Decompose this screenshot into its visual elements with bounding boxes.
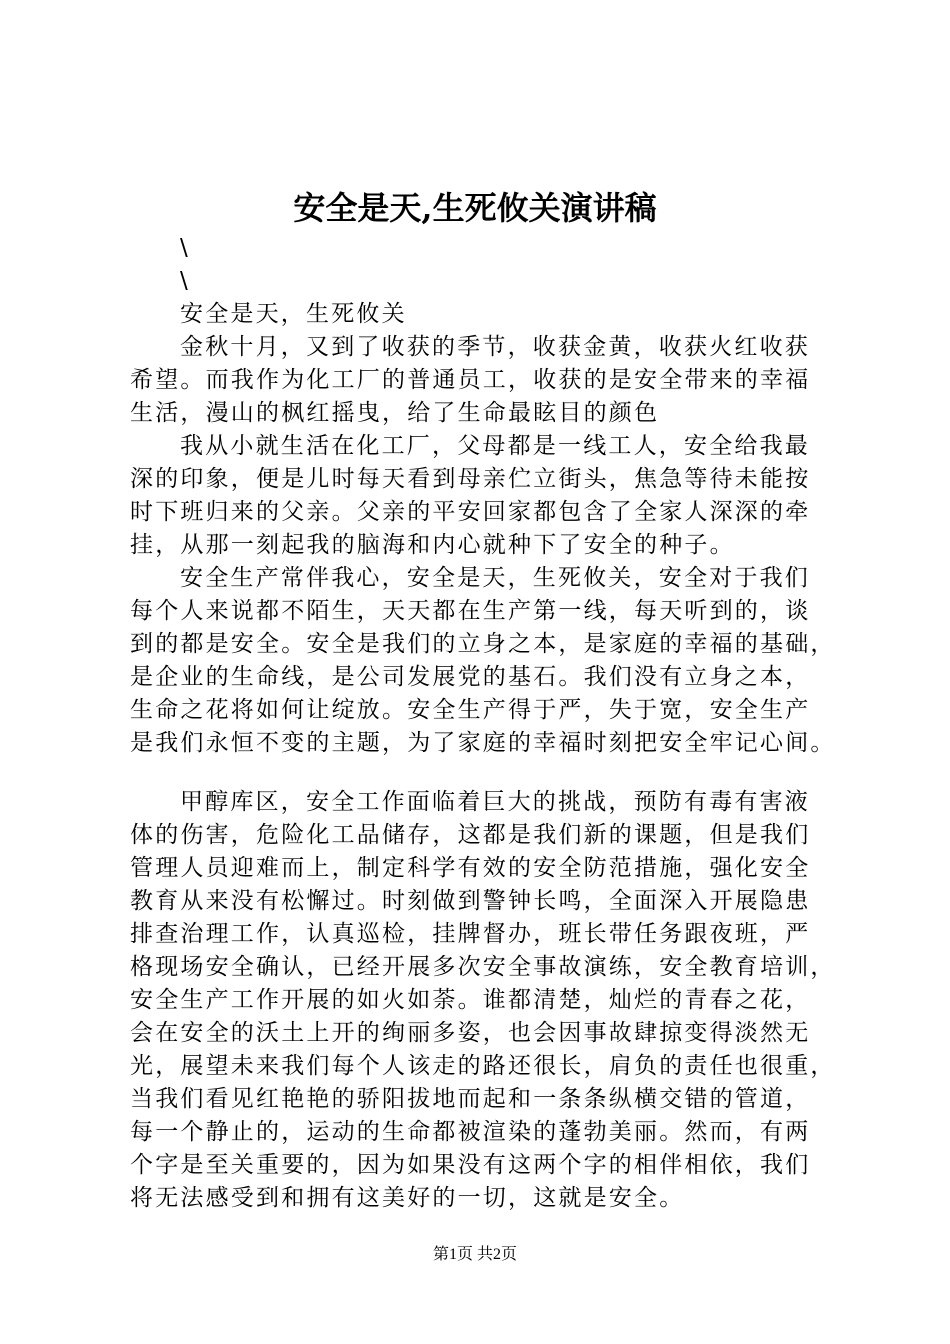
text-line: 个字是至关重要的，因为如果没有这两个字的相伴相依，我们 xyxy=(130,1152,811,1178)
text-line: 每个人来说都不陌生，天天都在生产第一线，每天听到的，谈 xyxy=(130,598,811,624)
text-line: 会在安全的沃土上开的绚丽多姿，也会因事故肆掠变得淡然无 xyxy=(130,1020,811,1046)
text-line: 到的都是安全。安全是我们的立身之本，是家庭的幸福的基础， xyxy=(130,631,836,657)
text-line: 生命之花将如何让绽放。安全生产得于严，失于宽，安全生产 xyxy=(130,697,811,723)
text-line: 是企业的生命线，是公司发展党的基石。我们没有立身之本， xyxy=(130,664,811,690)
text-line: 排查治理工作，认真巡检，挂牌督办，班长带任务跟夜班，严 xyxy=(130,921,811,947)
text-line: 时下班归来的父亲。父亲的平安回家都包含了全家人深深的牵 xyxy=(130,499,811,525)
text-line: 格现场安全确认，已经开展多次安全事故演练，安全教育培训， xyxy=(130,954,836,980)
text-line: \ xyxy=(180,235,190,261)
text-line: 生活，漫山的枫红摇曳，给了生命最眩目的颜色 xyxy=(130,400,660,426)
text-line: 我从小就生活在化工厂，父母都是一线工人，安全给我最 xyxy=(180,433,810,459)
text-line: 体的伤害，危险化工品储存，这都是我们新的课题，但是我们 xyxy=(130,822,811,848)
page-footer: 第1页 共2页 xyxy=(432,1246,517,1263)
text-line: 金秋十月，又到了收获的季节，收获金黄，收获火红收获 xyxy=(180,334,810,360)
paragraph-gap xyxy=(130,760,830,786)
text-line: 希望。而我作为化工厂的普通员工，收获的是安全带来的幸福 xyxy=(130,367,811,393)
text-line: 每一个静止的，运动的生命都被渲染的蓬勃美丽。然而，有两 xyxy=(130,1119,811,1145)
text-line: 深的印象，便是儿时每天看到母亲伫立街头，焦急等待未能按 xyxy=(130,466,811,492)
text-line: 将无法感受到和拥有这美好的一切，这就是安全。 xyxy=(130,1185,685,1211)
text-line: 挂，从那一刻起我的脑海和内心就种下了安全的种子。 xyxy=(130,532,735,558)
text-line: 光，展望未来我们每个人该走的路还很长，肩负的责任也很重， xyxy=(130,1053,836,1079)
text-line: \ xyxy=(180,268,190,294)
text-line: 教育从来没有松懈过。时刻做到警钟长鸣，全面深入开展隐患 xyxy=(130,888,811,914)
text-line: 是我们永恒不变的主题，为了家庭的幸福时刻把安全牢记心间。 xyxy=(130,730,836,756)
text-line: 管理人员迎难而上，制定科学有效的安全防范措施，强化安全 xyxy=(130,855,811,881)
text-line: 安全生产工作开展的如火如荼。谁都清楚，灿烂的青春之花， xyxy=(130,987,811,1013)
text-line: 甲醇库区，安全工作面临着巨大的挑战，预防有毒有害液 xyxy=(180,789,810,815)
text-line: 当我们看见红艳艳的骄阳拔地而起和一条条纵横交错的管道， xyxy=(130,1086,811,1112)
document-title: 安全是天,生死攸关演讲稿 xyxy=(293,189,657,227)
text-line: 安全生产常伴我心，安全是天，生死攸关，安全对于我们 xyxy=(180,565,810,591)
text-line: 安全是天，生死攸关 xyxy=(180,301,407,327)
document-body xyxy=(130,232,836,1215)
